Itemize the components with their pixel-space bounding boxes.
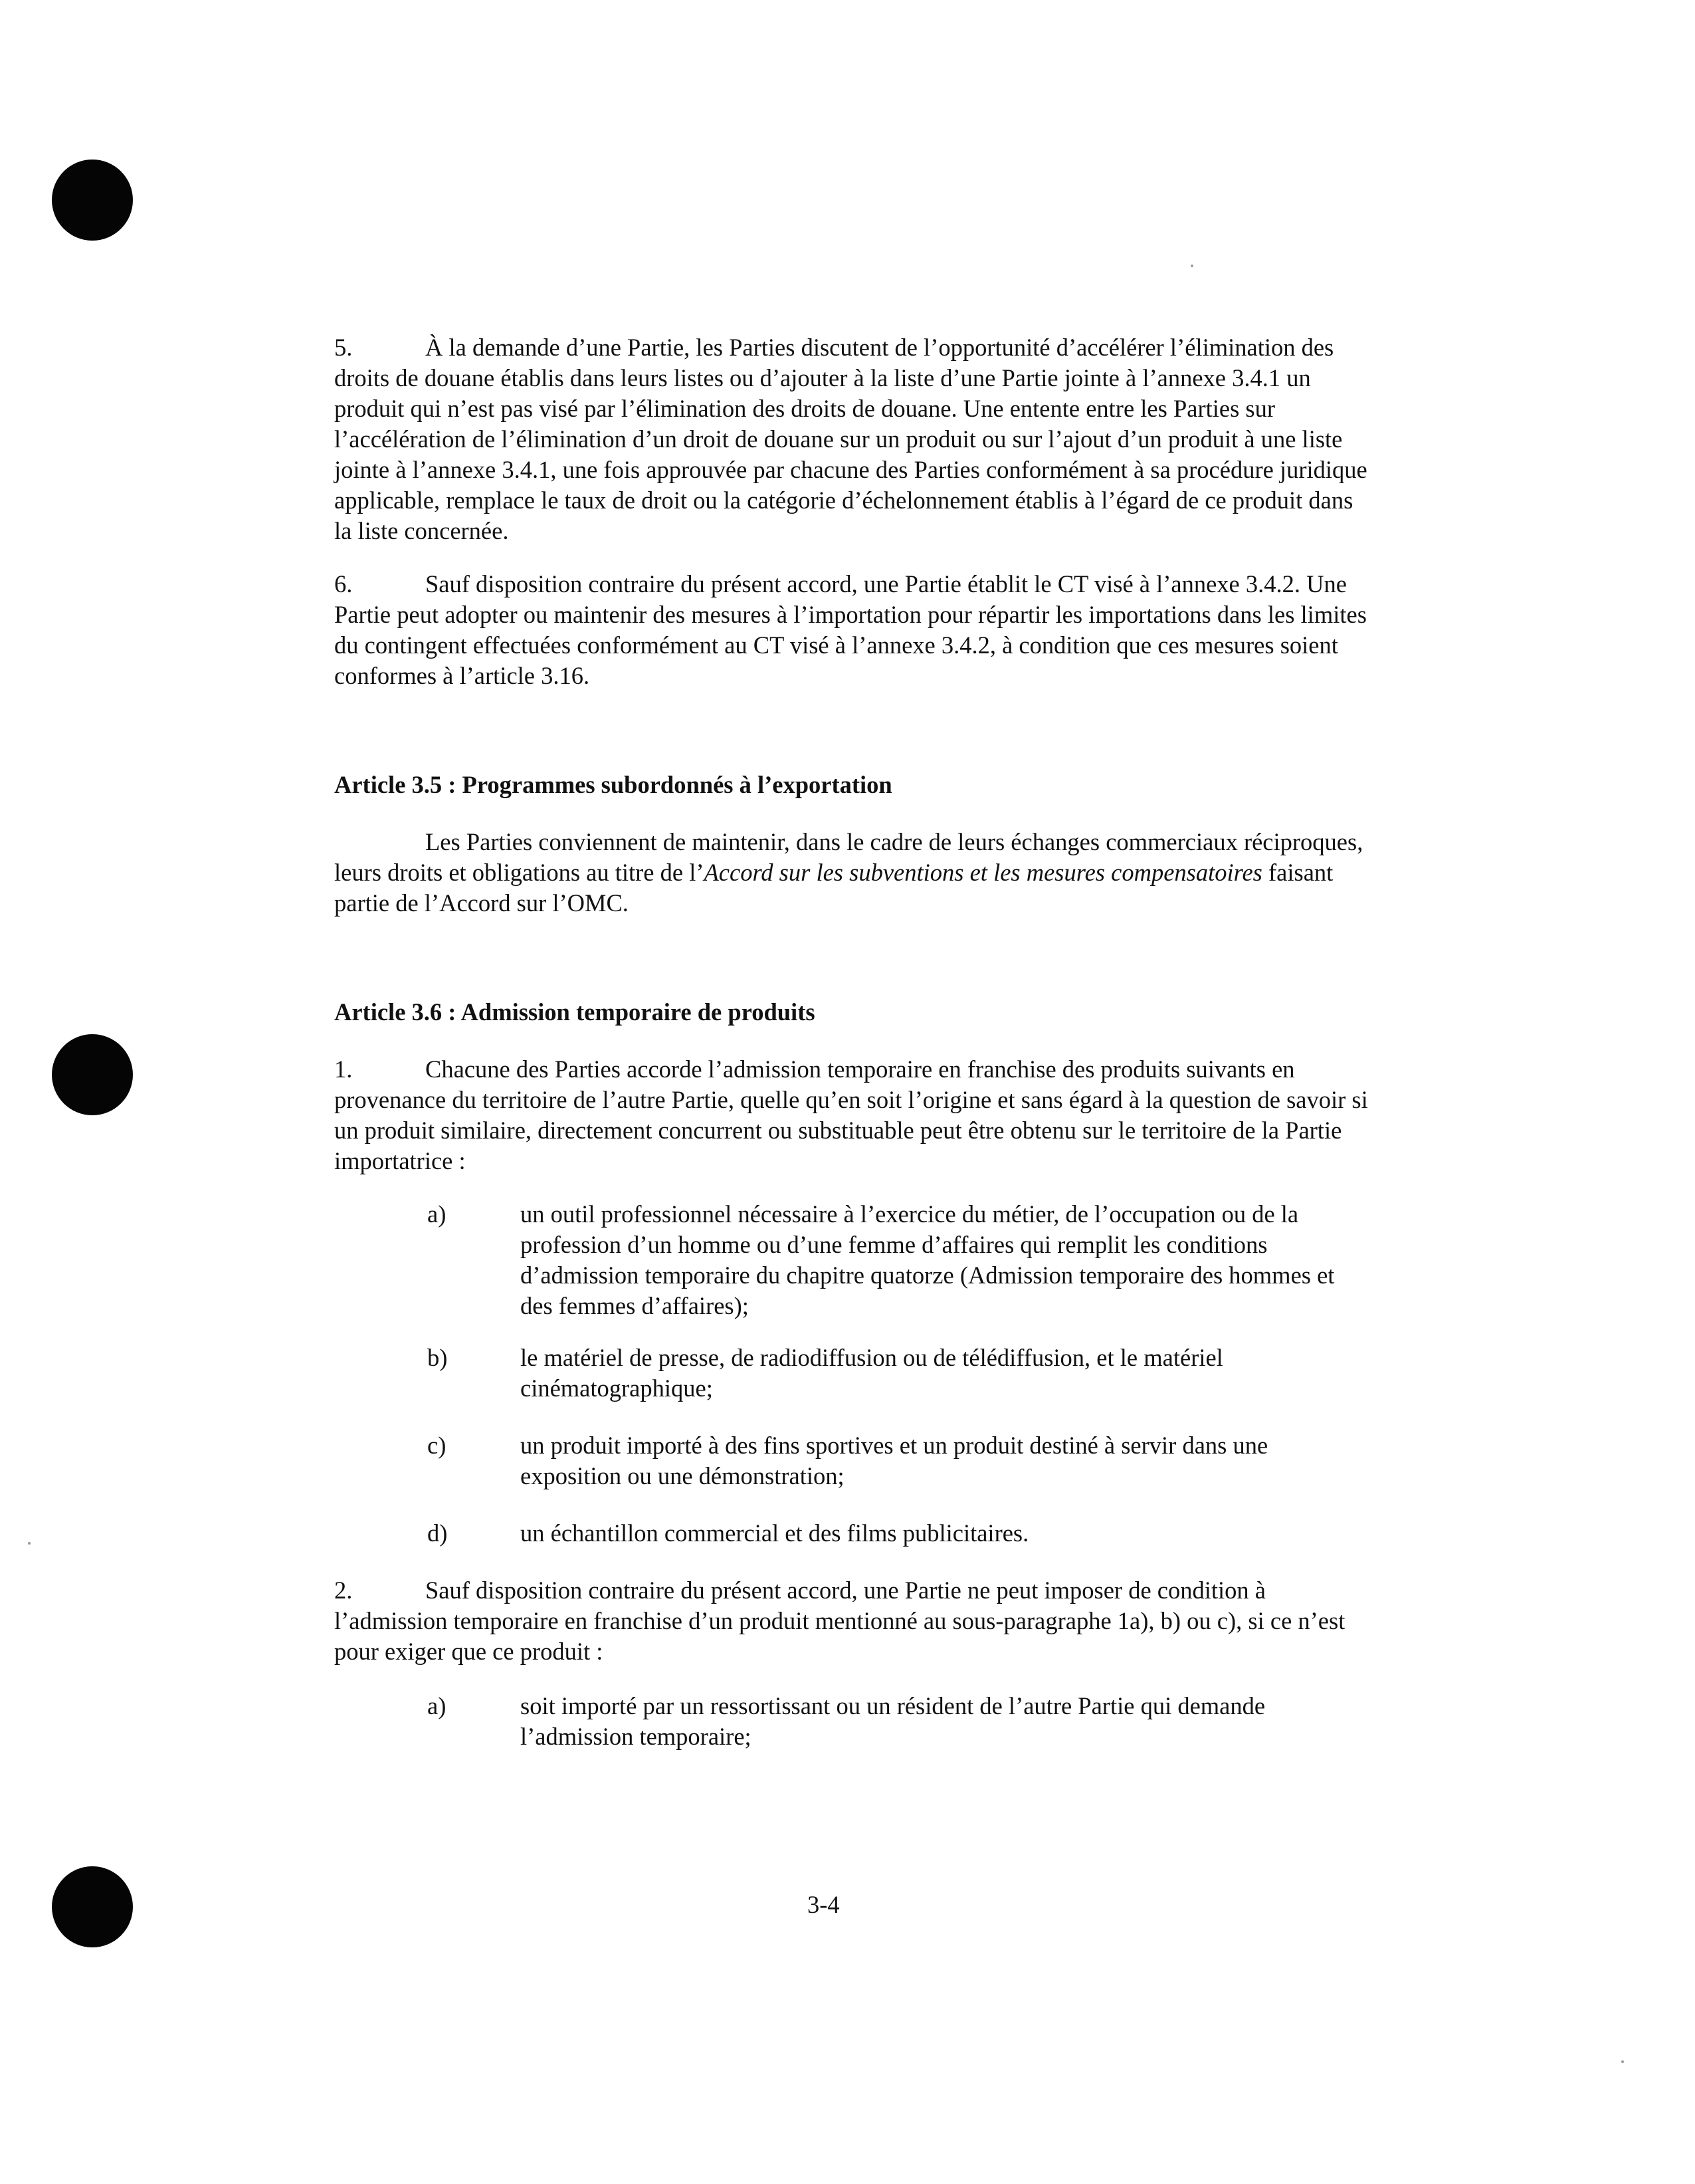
article-3-5-paragraph bbox=[334, 827, 1371, 919]
scan-speck bbox=[28, 1542, 31, 1545]
list-item-text: un produit importé à des fins sportives et un produit destiné à servir dans une exposition ou une démonstration; bbox=[520, 1432, 1268, 1489]
paragraph-text: Sauf disposition contraire du présent accord, une Partie ne peut imposer de condition à l’admission temporaire en franchise d’un produit mentionné au sous-paragraphe 1a), b) ou c), si ce n’est pour exiger que ce produit : bbox=[334, 1577, 1346, 1665]
punch-hole-bottom bbox=[52, 1866, 133, 1947]
paragraph-text: À la demande d’une Partie, les Parties discutent de l’opportunité d’accélérer l’élimination des droits de douane établis dans leurs listes ou d’ajouter à la liste d’une Partie jointe à l’annexe 3.4.1 un produit qui n’est pas visé par l’élimination des droits de douane. Une entente entre les Parties sur l’accélération de l’élimination d’un droit de douane sur un produit ou sur l’ajout d’un produit à une liste jointe à l’annexe 3.4.1, une fois approuvée par chacune des Parties conformément à sa procédure juridique applicable, remplace le taux de droit ou la catégorie d’échelonnement établis à l’égard de ce produit dans la liste concernée. bbox=[334, 334, 1367, 544]
article-3-5-heading: Article 3.5 : Programmes subordonnés à l’exportation bbox=[334, 771, 892, 798]
paragraph-text-start: Les Parties conviennent de maintenir, dans le cadre de leurs échanges commerciaux réciproques, leurs droits et obligations au titre de l’ bbox=[334, 828, 1363, 886]
punch-hole-middle bbox=[52, 1034, 133, 1115]
list-item-text: un échantillon commercial et des films publicitaires. bbox=[520, 1519, 1029, 1547]
paragraph-5 bbox=[334, 332, 1371, 546]
paragraph-6 bbox=[334, 569, 1371, 691]
article-3-6-heading: Article 3.6 : Admission temporaire de produits bbox=[334, 998, 815, 1026]
list-item-text: soit importé par un ressortissant ou un résident de l’autre Partie qui demande l’admission temporaire; bbox=[520, 1692, 1266, 1750]
list-item-a bbox=[427, 1199, 1371, 1321]
paragraph-text-end: faisant partie de l’Accord sur l’OMC. bbox=[334, 859, 1334, 917]
article-3-6-paragraph-2 bbox=[334, 1575, 1371, 1667]
list-item-text: le matériel de presse, de radiodiffusion ou de télédiffusion, et le matériel cinématographique; bbox=[520, 1344, 1223, 1402]
scan-speck bbox=[1191, 265, 1193, 267]
agreement-title: Accord sur les subventions et les mesures compensatoires bbox=[704, 859, 1262, 886]
paragraph-number: 5. bbox=[334, 334, 353, 361]
list-item-letter: d) bbox=[427, 1519, 448, 1547]
list-item-d bbox=[427, 1518, 1371, 1549]
paragraph-number: 1. bbox=[334, 1055, 353, 1083]
list-item-a bbox=[427, 1691, 1371, 1752]
list-item-text: un outil professionnel nécessaire à l’exercice du métier, de l’occupation ou de la profession d’un homme ou d’une femme d’affaires qui remplit les conditions d’admission temporaire du chapitre quatorze (Admission temporaire des hommes et des femmes d’affaires); bbox=[520, 1200, 1335, 1319]
list-item-c bbox=[427, 1430, 1371, 1491]
list-item-letter: c) bbox=[427, 1432, 447, 1459]
paragraph-number: 2. bbox=[334, 1577, 353, 1604]
scan-speck bbox=[1621, 2060, 1624, 2063]
paragraph-text: Sauf disposition contraire du présent accord, une Partie établit le CT visé à l’annexe 3.4.2. Une Partie peut adopter ou maintenir des mesures à l’importation pour répartir les importations dans les limites du contingent effectuées conformément au CT visé à l’annexe 3.4.2, à condition que ces mesures soient conformes à l’article 3.16. bbox=[334, 570, 1367, 689]
page-number: 3-4 bbox=[807, 1891, 840, 1918]
punch-hole-top bbox=[52, 160, 133, 241]
article-3-6-paragraph-1 bbox=[334, 1054, 1371, 1176]
list-item-letter: b) bbox=[427, 1344, 448, 1371]
list-item-letter: a) bbox=[427, 1692, 447, 1719]
paragraph-number: 6. bbox=[334, 570, 353, 598]
paragraph-text: Chacune des Parties accorde l’admission temporaire en franchise des produits suivants en provenance du territoire de l’autre Partie, quelle qu’en soit l’origine et sans égard à la question de savoir si un produit similaire, directement concurrent ou substituable peut être obtenu sur le territoire de la Partie importatrice : bbox=[334, 1055, 1368, 1174]
list-item-b bbox=[427, 1343, 1371, 1404]
list-item-letter: a) bbox=[427, 1200, 447, 1228]
